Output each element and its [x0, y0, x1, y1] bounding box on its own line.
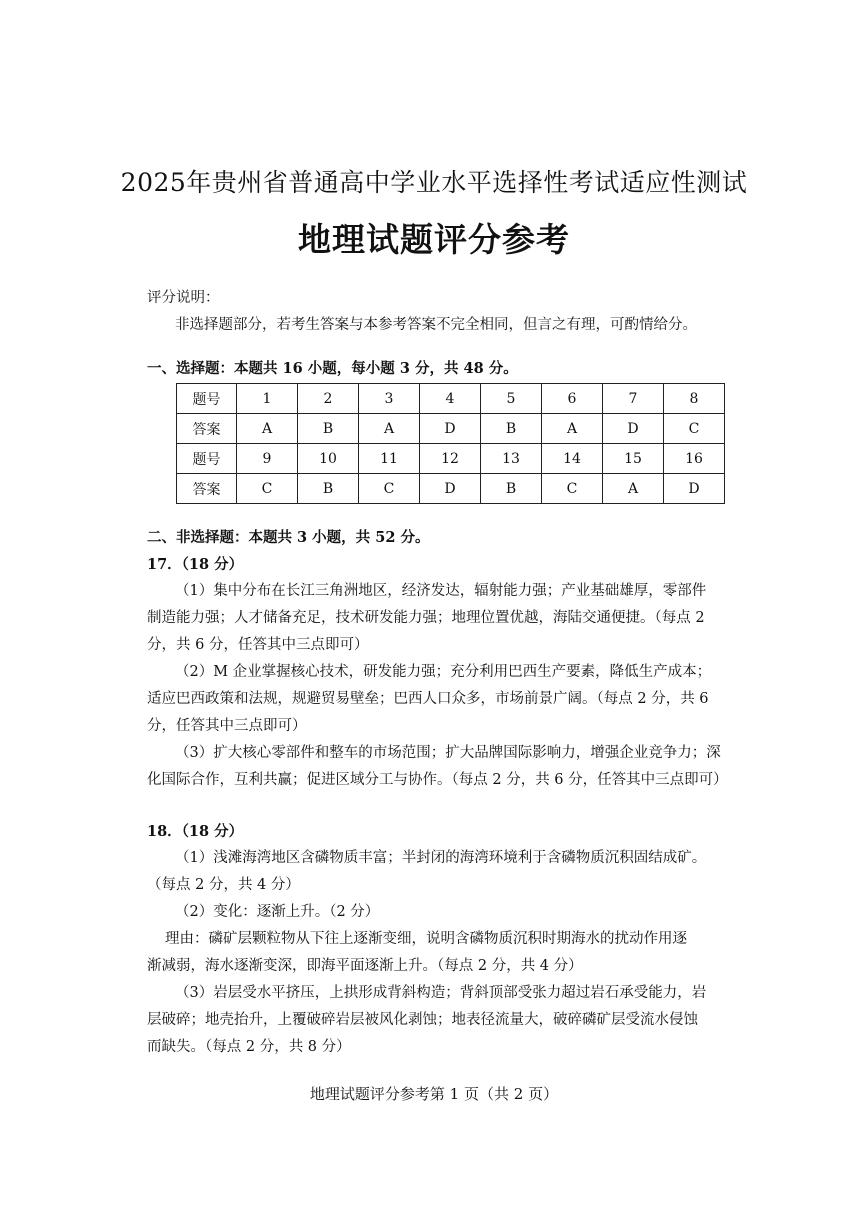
q18-part2 — [147, 899, 727, 926]
answer-cell: C — [542, 474, 603, 504]
text-line: （2）M 企业掌握核心技术，研发能力强；充分利用巴西生产要素，降低生产成本； — [175, 664, 712, 680]
text-line: 理由：磷矿层颗粒物从下往上逐渐变细，说明含磷物质沉积时期海水的扰动作用逐 — [165, 931, 687, 947]
row-label-number: 题号 — [177, 384, 237, 414]
question-number: 11 — [359, 444, 420, 474]
section2-heading: 二、非选择题：本题共 3 小题，共 52 分。 — [147, 529, 430, 546]
answer-cell: A — [542, 414, 603, 444]
question-number: 16 — [664, 444, 725, 474]
text-line: （3）扩大核心零部件和整车的市场范围；扩大品牌国际影响力，增强企业竞争力；深 — [175, 745, 721, 761]
row-label-answer: 答案 — [177, 414, 237, 444]
question-number: 3 — [359, 384, 420, 414]
answer-cell: C — [237, 474, 298, 504]
text-line: 层破碎；地壳抬升，上覆破碎岩层被风化剥蚀；地表径流量大，破碎磷矿层受流水侵蚀 — [147, 1012, 698, 1028]
text-line: （2）变化：逐渐上升。（2 分） — [175, 904, 380, 920]
table-row — [177, 414, 725, 444]
text-line: （3）岩层受水平挤压，上拱形成背斜构造；背斜顶部受张力超过岩石承受能力，岩 — [175, 985, 707, 1001]
q17-part3 — [147, 740, 727, 794]
answer-cell: C — [359, 474, 420, 504]
question-18 — [147, 818, 727, 1061]
page-footer: 地理试题评分参考第 1 页（共 2 页） — [309, 1085, 559, 1103]
answer-cell: B — [298, 474, 359, 504]
question-number: 15 — [603, 444, 664, 474]
q18-part3 — [147, 980, 727, 1061]
question-number: 5 — [481, 384, 542, 414]
table-row — [177, 384, 725, 414]
row-label-number: 题号 — [177, 444, 237, 474]
question-number: 9 — [237, 444, 298, 474]
answer-cell: A — [359, 414, 420, 444]
answer-cell: B — [298, 414, 359, 444]
question-number: 2 — [298, 384, 359, 414]
answer-cell: A — [237, 414, 298, 444]
question-number: 1 — [237, 384, 298, 414]
question-number: 13 — [481, 444, 542, 474]
table-row — [177, 474, 725, 504]
q17-part1 — [147, 578, 727, 659]
question-17 — [147, 551, 727, 794]
question-number: 4 — [420, 384, 481, 414]
text-line: 分，共 6 分，任答其中三点即可） — [147, 637, 369, 653]
question-number: 8 — [664, 384, 725, 414]
scoring-note — [147, 285, 727, 339]
text-line: 化国际合作，互利共赢；促进区域分工与协作。（每点 2 分，共 6 分，任答其中三点即可） — [147, 772, 728, 788]
table-row — [177, 444, 725, 474]
answer-cell: D — [664, 474, 725, 504]
q18-part1 — [147, 845, 727, 899]
exam-title: 2025年贵州省普通高中学业水平选择性考试适应性测试 — [120, 168, 748, 197]
answer-cell: B — [481, 474, 542, 504]
text-line: 制造能力强；人才储备充足，技术研发能力强；地理位置优越，海陆交通便捷。（每点 2 — [147, 610, 705, 626]
question-number: 14 — [542, 444, 603, 474]
answer-cell: D — [420, 474, 481, 504]
question-18-label: 18．（18 分） — [147, 823, 244, 840]
scoring-note-label: 评分说明： — [147, 290, 220, 306]
scoring-note-text: 非选择题部分，若考生答案与本参考答案不完全相同，但言之有理，可酌情给分。 — [175, 317, 697, 333]
text-line: 渐减弱，海水逐渐变深，即海平面逐渐上升。（每点 2 分，共 4 分） — [147, 958, 583, 974]
answer-cell: A — [603, 474, 664, 504]
row-label-answer: 答案 — [177, 474, 237, 504]
question-number: 12 — [420, 444, 481, 474]
question-number: 6 — [542, 384, 603, 414]
text-line: 而缺失。（每点 2 分，共 8 分） — [147, 1039, 351, 1055]
answer-cell: D — [603, 414, 664, 444]
answer-cell: D — [420, 414, 481, 444]
text-line: 适应巴西政策和法规，规避贸易壁垒；巴西人口众多，市场前景广阔。（每点 2 分，共 6 — [147, 691, 709, 707]
text-line: （1）浅滩海湾地区含磷物质丰富；半封闭的海湾环境利于含磷物质沉积固结成矿。 — [175, 850, 707, 866]
text-line: 分，任答其中三点即可） — [147, 718, 307, 734]
document-subtitle: 地理试题评分参考 — [298, 220, 570, 259]
answer-table — [176, 383, 725, 504]
question-number: 7 — [603, 384, 664, 414]
q18-part2-reason — [147, 926, 727, 980]
section1-heading: 一、选择题：本题共 16 小题，每小题 3 分，共 48 分。 — [147, 360, 518, 377]
answer-cell: B — [481, 414, 542, 444]
question-number: 10 — [298, 444, 359, 474]
question-17-label: 17．（18 分） — [147, 556, 244, 573]
text-line: （1）集中分布在长江三角洲地区，经济发达，辐射能力强；产业基础雄厚，零部件 — [175, 583, 707, 599]
text-line: （每点 2 分，共 4 分） — [147, 877, 300, 893]
answer-cell: C — [664, 414, 725, 444]
q17-part2 — [147, 659, 727, 740]
